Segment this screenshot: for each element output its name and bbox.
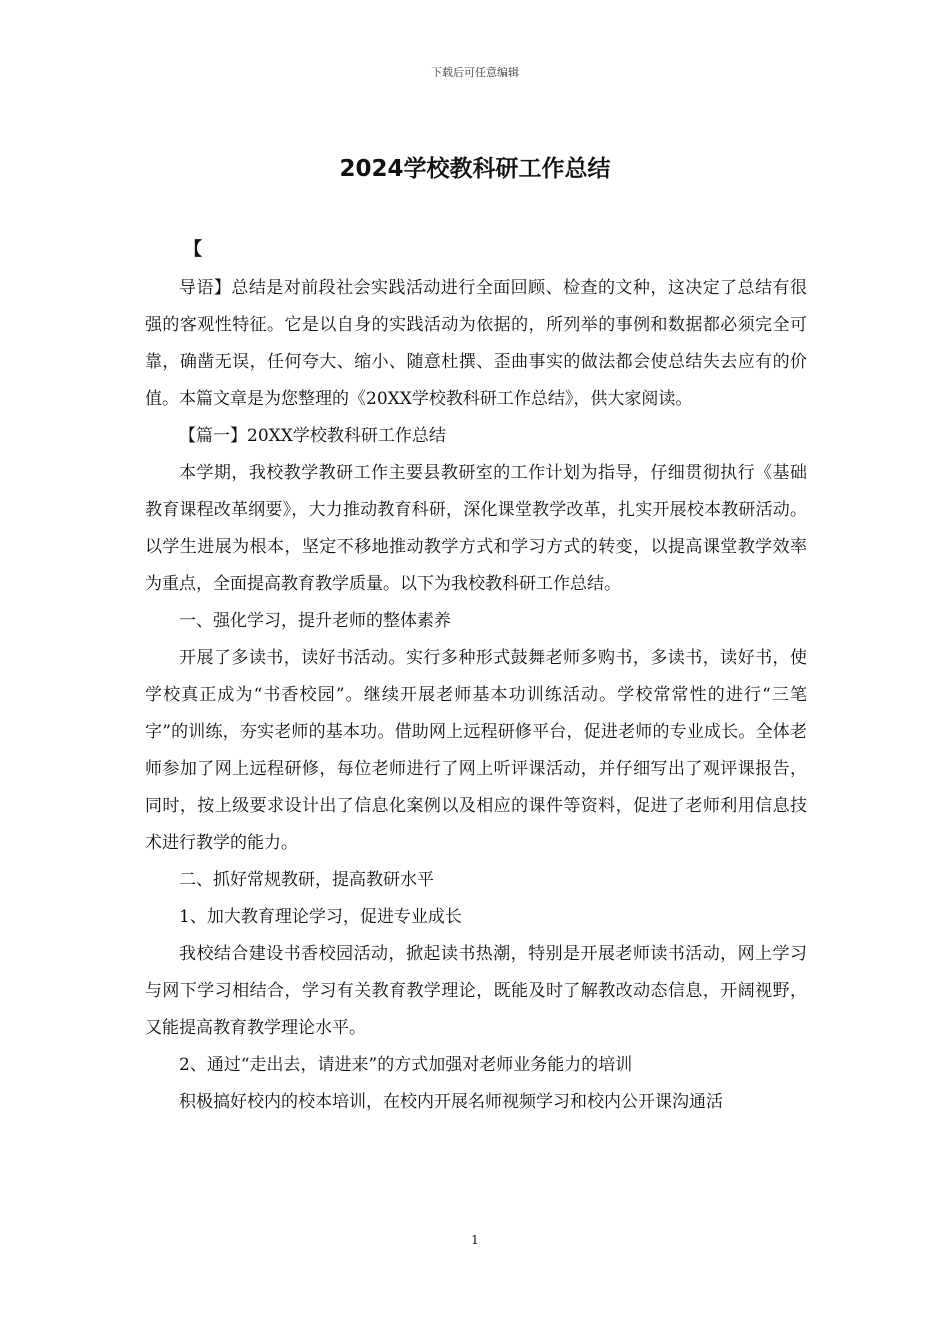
intro-bracket: 【 xyxy=(184,239,202,260)
page-header-note: 下载后可任意编辑 xyxy=(431,66,519,79)
subheading-2-2: 2、通过“走出去，请进来”的方式加强对老师业务能力的培训 xyxy=(179,1055,633,1075)
document-body xyxy=(145,270,807,1121)
paragraph-overview: 本学期，我校教学教研工作主要县教研室的工作计划为指导，仔细贯彻执行《基础教育课程改革纲要》，大力推动教育科研，深化课堂教学改革，扎实开展校本教研活动。以学生进展为根本，坚定不移地推动教学方式和学习方式的转变，以提高课堂教学效率为重点，全面提高教育教学质量。以下为我校教科研工作总结。 xyxy=(145,463,807,594)
paragraph-intro: 导语】总结是对前段社会实践活动进行全面回顾、检查的文种，这决定了总结有很强的客观性特征。它是以自身的实践活动为依据的，所列举的事例和数据都必须完全可靠，确凿无误，任何夸大、缩小、随意杜撰、歪曲事实的做法都会使总结失去应有的价值。本篇文章是为您整理的《20XX学校教科研工作总结》，供大家阅读。 xyxy=(145,278,807,409)
section-heading-1: 一、强化学习，提升老师的整体素养 xyxy=(179,611,451,631)
page-number: 1 xyxy=(471,1233,479,1247)
subheading-2-1: 1、加大教育理论学习，促进专业成长 xyxy=(179,907,462,927)
paragraph-school-training: 积极搞好校内的校本培训，在校内开展名师视频学习和校内公开课沟通活 xyxy=(179,1092,723,1112)
paragraph-theory-study: 我校结合建设书香校园活动，掀起读书热潮，特别是开展老师读书活动，网上学习与网下学习相结合，学习有关教育教学理论，既能及时了解教改动态信息，开阔视野，又能提高教育教学理论水平。 xyxy=(145,944,807,1038)
section-heading-2: 二、抓好常规教研，提高教研水平 xyxy=(179,870,434,890)
document-title: 2024学校教科研工作总结 xyxy=(339,156,611,182)
paragraph-reading-activity: 开展了多读书，读好书活动。实行多种形式鼓舞老师多购书，多读书，读好书，使学校真正成为“书香校园”。继续开展老师基本功训练活动。学校常常性的进行“三笔字”的训练，夯实老师的基本功。借助网上远程研修平台，促进老师的专业成长。全体老师参加了网上远程研修，每位老师进行了网上听评课活动，并仔细写出了观评课报告，同时，按上级要求设计出了信息化案例以及相应的课件等资料，促进了老师利用信息技术进行教学的能力。 xyxy=(145,648,807,853)
section-heading-part-one: 【篇一】20XX学校教科研工作总结 xyxy=(179,426,446,446)
